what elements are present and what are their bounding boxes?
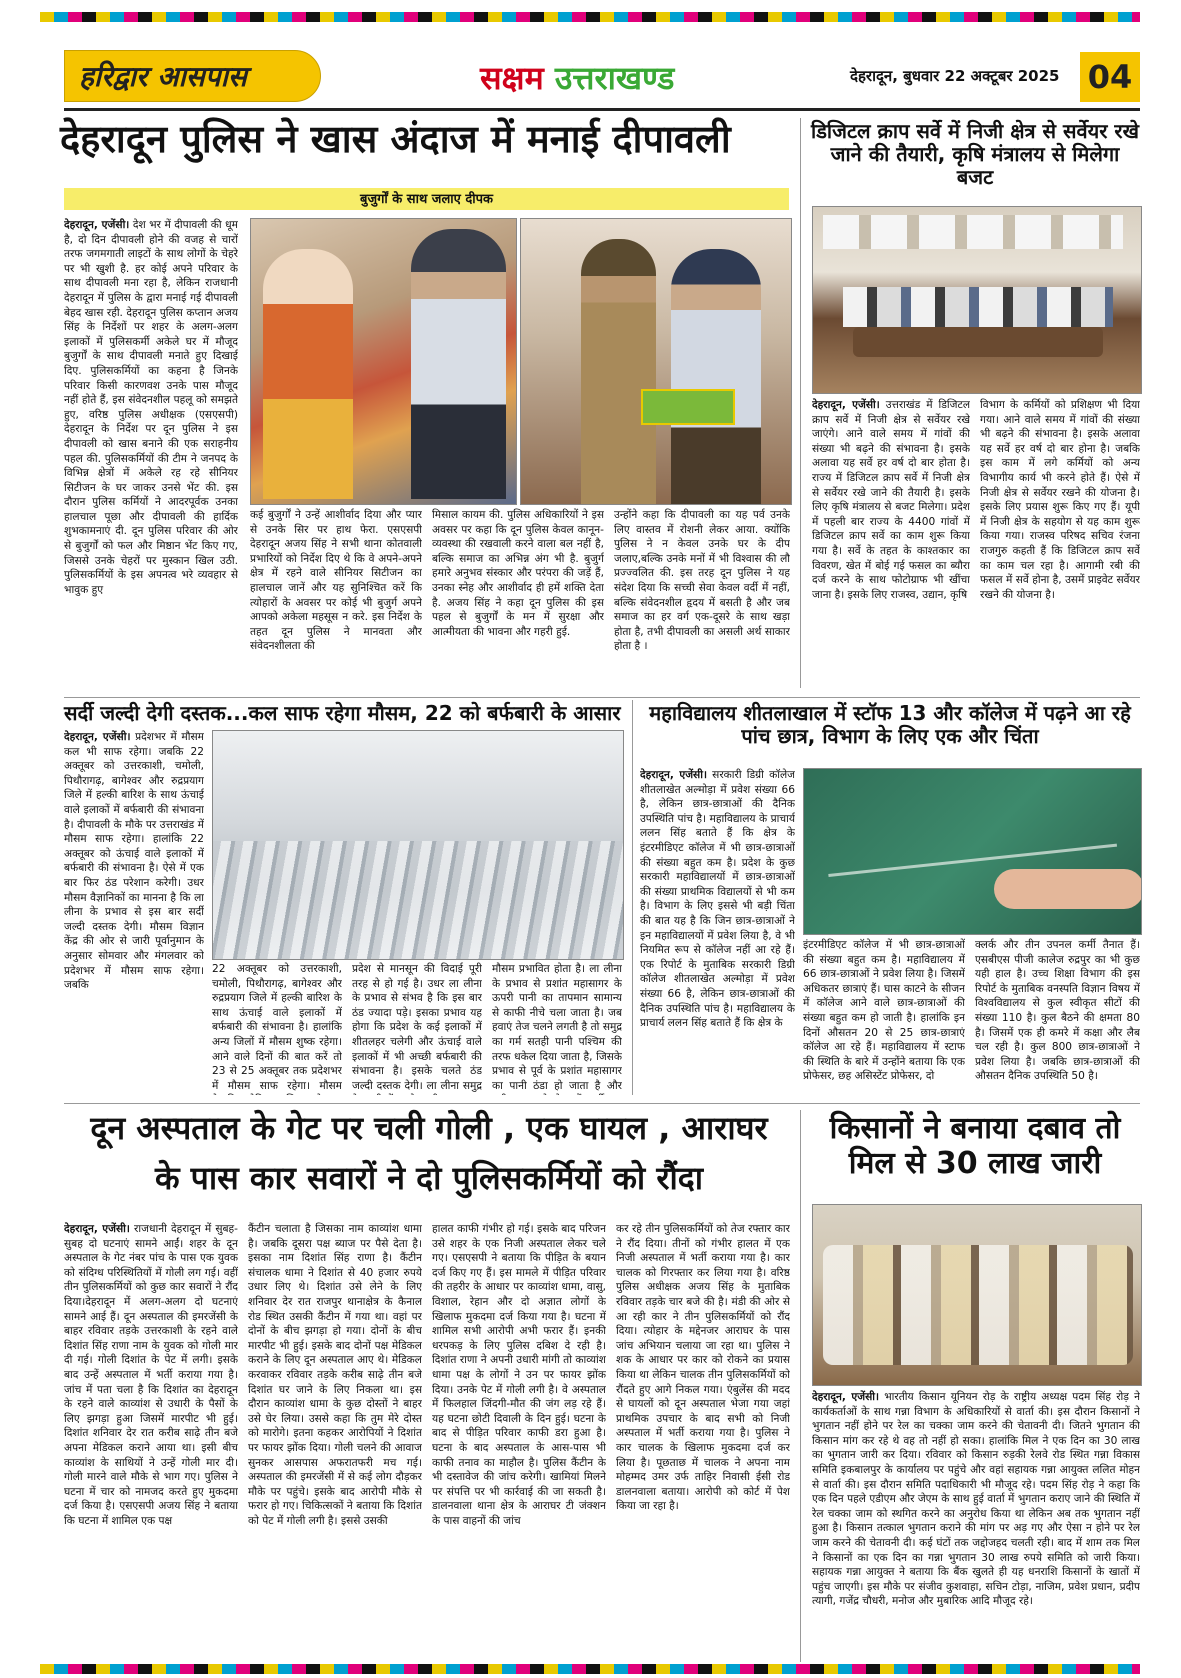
officer-right-figure: [671, 249, 761, 504]
article1-dateline: देहरादून, एजेंसी।: [64, 219, 130, 231]
article4-col2: इंटरमीडिएट कॉलेज में भी छात्र-छात्राओं की संख्या बहुत कम है। महाविद्यालय में 66 छात्र-छात्राओं ने प्रवेश लिया है। जिसमें अधिकतर छात्राएं हैं। घास काटने के सीजन में कॉलेज आने वाले छात्र-छात्राओं की संख्या बहुत कम हो जाती है। हालांकि इन दिनों औसतन 20 से 25 छात्र-छात्राएं कॉलेज आ रहे हैं। महाविद्यालय में स्टाफ की स्थिति के बारे में उन्होंने बताया कि एक प्रोफेसर, छह असिस्टेंट प्रोफेसर, दो: [803, 939, 965, 1083]
article3-col3: प्रदेश से मानसून की विदाई पूरी तरह से हो गई है। उधर ला लीना के प्रभाव से संभव है कि इस बार ठंड ज्यादा पड़े। इसका प्रभाव यह होगा कि प्रदेश के कई इलाकों में शीतलहर चलेगी और ऊंचाई वाले इलाकों में भी अच्छी बर्फबारी की संभावना है। इसके चलते ठंड जल्दी दस्तक देगी। ला लीना समुद्र: [352, 963, 482, 1092]
article5-headline-line1: दून अस्पताल के गेट पर चली गोली , एक घायल , आराघर: [90, 1109, 768, 1147]
masthead-part2: उत्तराखण्ड: [554, 59, 675, 97]
masthead: [480, 56, 780, 96]
article2-col1-text: उत्तराखंड में डिजिटल क्राप सर्वे में निजी क्षेत्र से सर्वेयर रखे जाएंगे। आने वाले समय में गांवों की संख्या भी बढ़ने की संभावना है। इसके अलावा यह सर्वे हर वर्ष दो बार होता है। राज्य में डिजिटल क्राप सर्वे में निजी क्षेत्र से सर्वेयर रखे जाने की तैयारी है। इसके लिए कृषि मंत्रालय से बजट मिलेगा। प्रदेश में पहली बार राज्य के 4400 गांवों में डिजिटल क्राप सर्वे का काम शुरू किया गया है। सर्वे के तहत के काश्तकार का विवरण, खेत में बोई गई फसल का ब्यौरा दर्ज करने के साथ फोटोग्राफ भी खींचा जाना है। इसके लिए राजस्व, उद्यान, कृषि: [812, 399, 970, 601]
article5-col2: कैंटीन चलाता है जिसका नाम काव्यांश धामा है। जबकि दूसरा पक्ष ब्याज पर पैसे देता है। इसका नाम दिशांत सिंह राणा है। कैंटीन संचालक धामा ने दिशांत से 40 हजार रुपये उधार लिए थे। दिशांत उसे लेने के लिए शनिवार देर रात राजपुर थानाक्षेत्र के कैनाल रोड स्थित उसकी कैंटीन में गया था। वहां पर दोनों के बीच झगड़ा हो गया। दोनों के बीच मारपीट भी हुई। इसके बाद दोनों पक्ष मेडिकल कराने के लिए दून अस्पताल आए थे। मेडिकल करवाकर रविवार तड़के करीब साढ़े तीन बजे दिशांत घर जाने के लिए निकला था। इस दौरान काव्यांश धामा के कुछ दोस्तों ने बाहर उसे घेर लिया। उससे कहा कि तुम मेरे दोस्त को मारोगे। इतना कहकर आरोपियों ने दिशांत पर फायर झोंक दिया। गोली चलने की आवाज सुनकर आसपास अफरातफरी मच गई। अस्पताल की इमरजेंसी में से कई लोग दौड़कर मौके पर पहुंचे। इसके बाद आरोपी मौके से फरार हो गए। चिकित्सकों ने बताया कि दिशांत को पेट में गोली लगी है। इससे उसकी: [248, 1223, 422, 1527]
article4-col1: [640, 768, 795, 1095]
article1-col3: मिसाल कायम की. पुलिस अधिकारियों ने इस अवसर पर कहा कि दून पुलिस केवल कानून-व्यवस्था की रखवाली करने वाला बल नहीं है, बल्कि समाज का अभिन्न अंग भी है. बुजुर्ग हमारे अनुभव संस्कार और परंपरा की जड़ें हैं, उनका स्नेह और आशीर्वाद ही हमें शक्ति देता है. अजय सिंह ने कहा दून पुलिस की इस पहल से बुजुर्गों के मन में सुरक्षा और आत्मीयता की भावना और गहरी हुई.: [432, 509, 604, 638]
article1-subhead: बुजुर्गों के साथ जलाए दीपक: [360, 192, 493, 207]
article5-col3: हालत काफी गंभीर हो गई। इसके बाद परिजन उसे शहर के एक निजी अस्पताल लेकर चले गए। एसएसपी ने बताया कि पीड़ित के बयान दर्ज किए गए हैं। इस मामले में पीड़ित परिवार की तहरीर के आधार पर काव्यांश धामा, वासु, विशाल, रेहान और दो अज्ञात लोगों के खिलाफ मुकदमा दर्ज किया गया है। घटना में शामिल सभी आरोपी अभी फरार हैं। इनकी धरपकड़ के लिए पुलिस दबिश दे रही है। दिशांत राणा ने अपनी उधारी मांगी तो काव्यांश धामा पक्ष के लोगों ने उन पर फायर झोंक दिया। उनके पेट में गोली लगी है। वे अस्पताल में फिलहाल जिंदगी-मौत की जंग लड़ रहे हैं। यह घटना छोटी दिवाली के दिन हुई। घटना के बाद से पीड़ित परिवार काफी डरा हुआ है। घटना के बाद अस्पताल के आस-पास भी काफी तनाव का माहौल है। पुलिस कैंटीन के भी दस्तावेज की जांच करेगी। खामियां मिलने पर संपत्ति पर भी कार्रवाई की जा सकती है। डालनवाला थाना क्षेत्र के आराघर टी जंक्शन के पास वाहनों की जांच: [432, 1223, 606, 1527]
meeting-table: [853, 327, 1103, 357]
article1-col1: [64, 218, 238, 688]
article3-col2: 22 अक्तूबर को उत्तरकाशी, चमोली, पिथौरागढ़, बागेश्वर और रुद्रप्रयाग जिले में हल्की बारिश के साथ ऊंचाई वाले इलाकों में बर्फबारी की संभावना है। हालांकि अन्य जिलों में मौसम शुष्क रहेगा। आने वाले दिनों की बात करें तो 23 से 25 अक्तूबर तक प्रदेशभर में मौसम साफ रहेगा। मौसम: [212, 963, 342, 1092]
column-divider-mid: [632, 700, 633, 1095]
photo-chalkboard: [803, 768, 1142, 935]
article1-headline: देहरादून पुलिस ने खास अंदाज में मनाई दीपावली: [60, 117, 731, 161]
article2-headline: डिजिटल क्राप सर्वे में निजी क्षेत्र से सर्वेयर रखे जाने की तैयारी, कृषि मंत्रालय से मिलेगा बजट: [811, 119, 1139, 189]
mid-rule-2: [64, 1103, 1140, 1104]
photo-police-with-elderly-woman: [250, 218, 517, 505]
article5-dateline: देहरादून, एजेंसी।: [64, 1223, 130, 1235]
article6-headline: किसानों ने बनाया दबाव तो मिल से 30 लाख जारी: [829, 1111, 1121, 1181]
article4-headline: महाविद्यालय शीतलाखाल में स्टॉफ 13 और कॉलेज में पढ़ने आ रहे पांच छात्र, विभाग के लिए एक और चिंता: [649, 701, 1131, 748]
snow-trees: [213, 841, 623, 959]
article1-col2: कई बुजुर्गों ने उन्हें आशीर्वाद दिया और प्यार से उनके सिर पर हाथ फेरा. एसएसपी देहरादून अजय सिंह ने सभी थाना कोतवाली प्रभारियों को निर्देश दिए थे कि वे अपने-अपने क्षेत्र में रहने वाले सीनियर सिटीजन का हालचाल जानें और यह सुनिश्चित करें कि त्योहारों के अवसर पर कोई भी बुजुर्ग अपने आपको अकेला महसूस न करे. इस निर्देश के तहत दून पुलिस ने मानवता और संवेदनशीलता की: [250, 509, 422, 653]
article5-col1: [64, 1222, 238, 1662]
gift-box: [641, 389, 735, 425]
photo-farmers-meeting: [812, 1204, 1142, 1386]
column-divider-top: [800, 118, 801, 688]
article3-dateline: देहरादून, एजेंसी।: [64, 731, 131, 743]
article6-body-text: भारतीय किसान यूनियन रोड़ के राष्ट्रीय अध्यक्ष पदम सिंह रोड़ ने कार्यकर्ताओं के साथ गन्ना विभाग के अधिकारियों से वार्ता की। इस दौरान किसानों ने भुगतान नहीं होने पर रेल का चक्का जाम करने की चेतावनी दी। जितने भुगतान की किसान मांग कर रहे थे वह तो नहीं हो सका। हालांकि मिल ने एक दिन का 30 लाख का भुगतान जारी कर दिया। रविवार को किसान रुड़की रेलवे रोड स्थित गन्ना विकास समिति इकबालपुर के कार्यालय पर पहुंचे और वहां सहायक गन्ना आयुक्त ललित मोहन से वार्ता की। इस दौरान समिति पदाधिकारी भी मौजूद रहे। पदम सिंह रोड़ ने कहा कि एक दिन पहले एडीएम और जेएम के साथ हुई वार्ता में भुगतान कराए जाने की स्थिति में रेल चक्का जाम को स्थगित करने का अनुरोध किया था लेकिन अब तक भुगतान नहीं हुआ है। किसान तत्काल भुगतान कराने की मांग पर अड़ गए और ऐसा न होने पर रेल जाम करने की चेतावनी दी। कई घंटों तक जद्दोजहद चलती रही। बाद में शाम तक मिल ने किसानों का एक दिन का गन्ना भुगतान 30 लाख रुपये समिति को जारी किया। सहायक गन्ना आयुक्त ने बताया कि बैंक खुलते ही यह धनराशि किसानों के खातों में पहुंच जाएगी। इस मौके पर संजीव कुशवाहा, सचिन टोड़ा, नाजिम, प्रवेश प्रधान, प्रदीप त्यागी, गजेंद्र चौधरी, मनोज और मुबारिक आदि मौजूद रहे।: [812, 1391, 1140, 1608]
article3-col1-text: प्रदेशभर में मौसम कल भी साफ रहेगा। जबकि 22 अक्तूबर को उत्तरकाशी, चमोली, पिथौरागढ़, बागेश्वर और रुद्रप्रयाग जिले में हल्की बारिश के साथ ऊंचाई वाले इलाकों में बर्फबारी की संभावना है। दीपावली के मौके पर उत्तराखंड में मौसम साफ रहेगा। हालांकि 22 अक्तूबर को ऊंचाई वाले इलाकों में बर्फबारी की संभावना है। ऐसे में एक बार फिर ठंड परेशान करेगी। उधर मौसम वैज्ञानिकों का मानना है कि ला लीना के प्रभाव से इस बार सर्दी जल्दी दस्तक देगी। मौसम विज्ञान केंद्र की ओर से जारी पूर्वानुमान के अनुसार सोमवार और मंगलवार को प्रदेशभर में मौसम साफ रहेगा। जबकि: [64, 731, 204, 992]
meeting-attendees: [843, 287, 1113, 327]
article3-col4: मौसम प्रभावित होता है। ला लीना के प्रभाव से प्रशांत महासागर के ऊपरी पानी का तापमान सामान्य से काफी नीचे चला जाता है। जब हवाएं तेज चलने लगती है तो समुद्र का गर्म सतही पानी पश्चिम की तरफ धकेल दिया जाता है, जिसके प्रभाव से पूर्व के प्रशांत महासागर का पानी ठंडा हो जाता है और: [492, 963, 622, 1092]
article4-col3: क्लर्क और तीन उपनल कर्मी तैनात हैं। एसबीएस पीजी कालेज रुद्रपुर का भी कुछ यही हाल है। उच्च शिक्षा विभाग की इस रिपोर्ट के मुताबिक वनस्पति विज्ञान विषय में विश्वविद्यालय से कुल स्वीकृत सीटों की संख्या 110 है। कुल बैठने की क्षमता 80 है। जिसमें एक ही कमरे में कक्षा और लैब चल रही है। कुल 800 छात्र-छात्राओं ने प्रवेश लिया है। जबकि छात्र-छात्राओं की औसतन दैनिक उपस्थिति 50 है।: [975, 939, 1140, 1083]
farmers-group: [823, 1245, 1133, 1365]
issue-date: देहरादून, बुधवार 22 अक्टूबर 2025: [850, 67, 1060, 85]
article3-headline: सर्दी जल्दी देगी दस्तक...कल साफ रहेगा मौसम, 22 को बर्फबारी के आसार: [64, 701, 621, 725]
article1-subhead-bar: [64, 188, 789, 210]
mid-rule-1: [64, 697, 1140, 698]
hand-with-chalk: [994, 869, 1142, 909]
color-strip-top: [40, 12, 1140, 22]
article6-dateline: देहरादून, एजेंसी।: [812, 1391, 880, 1403]
article4-dateline: देहरादून, एजेंसी।: [640, 769, 707, 781]
chalk-writing: [821, 774, 1117, 877]
article2-dateline: देहरादून, एजेंसी।: [812, 399, 880, 411]
article4-col1-text: सरकारी डिग्री कॉलेज शीतलाखेत अल्मोड़ा में प्रवेश संख्या 66 है, लेकिन छात्र-छात्राओं की दैनिक उपस्थिति पांच है। महाविद्यालय के प्राचार्य ललन सिंह बताते हैं कि क्षेत्र के इंटरमीडिएट कॉलेज में भी छात्र-छात्राओं की संख्या बहुत कम है। प्रदेश के कुछ सरकारी महाविद्यालयों में छात्र-छात्राओं की संख्या प्राथमिक विद्यालयों से भी कम है। विभाग के लिए इससे भी बड़ी चिंता की बात यह है कि जिन छात्र-छात्राओं ने इन महाविद्यालयों में प्रवेश लिया है, वे भी नियमित रूप से कॉलेज नहीं आ रहे हैं। एक रिपोर्ट के मुताबिक सरकारी डिग्री कॉलेज शीतलाखेत अल्मोड़ा में प्रवेश संख्या 66 है, लेकिन छात्र-छात्राओं की दैनिक उपस्थिति पांच है। महाविद्यालय के प्राचार्य ललन सिंह बताते हैं कि क्षेत्र के: [640, 769, 795, 1030]
masthead-part1: सक्षम: [480, 59, 544, 97]
article6-body: [812, 1390, 1140, 1662]
photo-crop-survey-meeting: [812, 206, 1142, 394]
color-strip-bottom: [40, 1664, 1140, 1674]
column-divider-bottom: [800, 1110, 801, 1662]
article5-col1-text: राजधानी देहरादून में सुबह-सुबह दो घटनाएं सामने आईं। शहर के दून अस्पताल के गेट नंबर पांच के पास एक युवक को संदिग्ध परिस्थितियों में गोली लग गई। वहीं तीन पुलिसकर्मियों को कुछ कार सवारों ने रौंद दिया।देहरादून में अलग-अलग दो घटनाएं सामने आई हैं। दून अस्पताल की इमरजेंसी के बाहर रविवार तड़के उत्तरकाशी के रहने वाले दिशांत सिंह राणा नाम के युवक को गोली मार दी गई। गोली दिशांत के पेट में लगी। इसके बाद उन्हें अस्पताल में भर्ती कराया गया है। जांच में पता चला है कि दिशांत का देहरादून के रहने वाले काव्यांश से उधारी के पैसों के लिए झगड़ा हुआ जिसमें मारपीट भी हुई। दिशांत शनिवार देर रात करीब साढ़े तीन बजे अपना मेडिकल कराने आया था। इसी बीच काव्यांश के साथियों ने उन्हें गोली मार दी। गोली मारने वाले मौके से भाग गए। पुलिस ने घटना में चार को नामजद करते हुए मुकदमा दर्ज किया है। एसएसपी अजय सिंह ने बताया कि घटना में शामिल एक पक्ष: [64, 1223, 238, 1527]
page-number: 04: [1087, 58, 1133, 96]
article5-headline-line2: के पास कार सवारों ने दो पुलिसकर्मियों को रौंदा: [154, 1159, 704, 1197]
photo-snowy-hills: [212, 730, 624, 960]
article3-col1: [64, 730, 204, 1095]
police-officer-figure: [411, 229, 506, 499]
header-rule: [64, 108, 1140, 111]
photo-police-greeting: [520, 218, 792, 505]
officer-left-figure: [581, 239, 656, 504]
section-title: हरिद्वार आसपास: [79, 60, 247, 93]
article1-col1-text: देश भर में दीपावली की धूम है, दो दिन दीपावली होने की वजह से चारों तरफ जगमगाती लाइटों के साथ लोगों के चेहरे पर भी खुशी है. हर कोई अपने परिवार के साथ दीपावली मना रहा है, लेकिन राजधानी देहरादून में पुलिस के द्वारा मनाई गई दीपावली बेहद खास रही. देहरादून पुलिस कप्तान अजय सिंह के निर्देशों पर शहर के अलग-अलग इलाकों में पुलिसकर्मी अकेले घर में मौजूद बुजुर्गों के साथ दीपावली मनाते हुए दिखाई दिए. पुलिसकर्मियों का कहना है जिनके परिवार किसी कारणवश उनके पास मौजूद नहीं होते हैं, इस संवेदनशील पहलू को समझते हुए, वरिष्ठ पुलिस अधीक्षक (एसएसपी) देहरादून के निर्देश पर दून पुलिस ने इस दीपावली को खास बनाने की एक सराहनीय पहल की. पुलिसकर्मियों की टीम ने जनपद के विभिन्न क्षेत्रों में अकेले रह रहे सीनियर सिटीजन के घर जाकर उनसे भेंट की. इस दौरान पुलिस कर्मियों ने आदरपूर्वक उनका हालचाल पूछा और दीपावली की हार्दिक शुभकामनाएं दी. दून पुलिस परिवार की ओर से बुजुर्गों को फल और मिष्ठान भेंट किए गए, जिससे उनके चेहरों पर मुस्कान खिल उठी. पुलिसकर्मियों के इस अपनत्व भरे व्यवहार से भावुक हुए: [64, 219, 238, 596]
article1-col4: उन्होंने कहा कि दीपावली का यह पर्व उनके लिए वास्तव में रोशनी लेकर आया. क्योंकि पुलिस ने न केवल उनके घर के दीप जलाए,बल्कि उनके मनों में भी विश्वास की लौ प्रज्ज्वलित की. इस तरह दून पुलिस ने यह संदेश दिया कि सच्ची सेवा केवल वर्दी में नहीं, बल्कि संवेदनशील हृदय में बसती है और जब समाज का हर वर्ग एक-दूसरे के साथ खड़ा होता है, तभी दीपावली का असली अर्थ साकार होता है ।: [614, 509, 790, 653]
article2-col2: विभाग के कर्मियों को प्रशिक्षण भी दिया गया। आने वाले समय में गांवों की संख्या भी बढ़ने की संभावना है। इसके अलावा यह सर्वे हर वर्ष दो बार होना है। जबकि इस काम में लगे कर्मियों को अन्य विभागीय कार्य भी करने होते हैं। ऐसे में निजी क्षेत्र से सर्वेयर रखने की योजना है। इसके लिए प्रयास शुरू किए गए हैं। यूपी में निजी क्षेत्र के सहयोग से यह काम शुरू किया गया। राजस्व परिषद सचिव रंजना राजगुरु कहती हैं कि डिजिटल क्राप सर्वे का काम चल रहा है। आगामी रबी की फसल में सर्वे होना है, उसमें प्राइवेट सर्वेयर रखने की योजना है।: [980, 399, 1140, 601]
article5-col4: कर रहे तीन पुलिसकर्मियों को तेज रफ्तार कार ने रौंद दिया। तीनों को गंभीर हालत में एक निजी अस्पताल में भर्ती कराया गया है। कार चालक को गिरफ्तार कर लिया गया है। वरिष्ठ पुलिस अधीक्षक अजय सिंह के मुताबिक रविवार तड़के चार बजे की है। मंडी की ओर से आ रही कार ने तीन पुलिसकर्मियों को रौंद दिया। त्योहार के मद्देनजर आराघर के पास जांच अभियान चलाया जा रहा था। पुलिस ने शक के आधार पर कार को रोकने का प्रयास किया था लेकिन चालक तीन पुलिसकर्मियों को रौंदते हुए आगे निकल गया। एंबुलेंस की मदद से घायलों को दून अस्पताल भेजा गया जहां प्राथमिक उपचार के बाद सभी को निजी अस्पताल में भर्ती कराया गया है। पुलिस ने कार चालक के खिलाफ मुकदमा दर्ज कर लिया है। पूछताछ में चालक ने अपना नाम मोहम्मद उमर उर्फ ताहिर निवासी ईसी रोड डालनवाला बताया। आरोपी को कोर्ट में पेश किया जा रहा है।: [616, 1223, 790, 1513]
section-banner: [64, 50, 321, 102]
article2-col1: [812, 398, 970, 688]
page-number-box: [1080, 52, 1140, 102]
wall-frames: [823, 215, 1123, 249]
elderly-woman-figure: [263, 249, 353, 499]
